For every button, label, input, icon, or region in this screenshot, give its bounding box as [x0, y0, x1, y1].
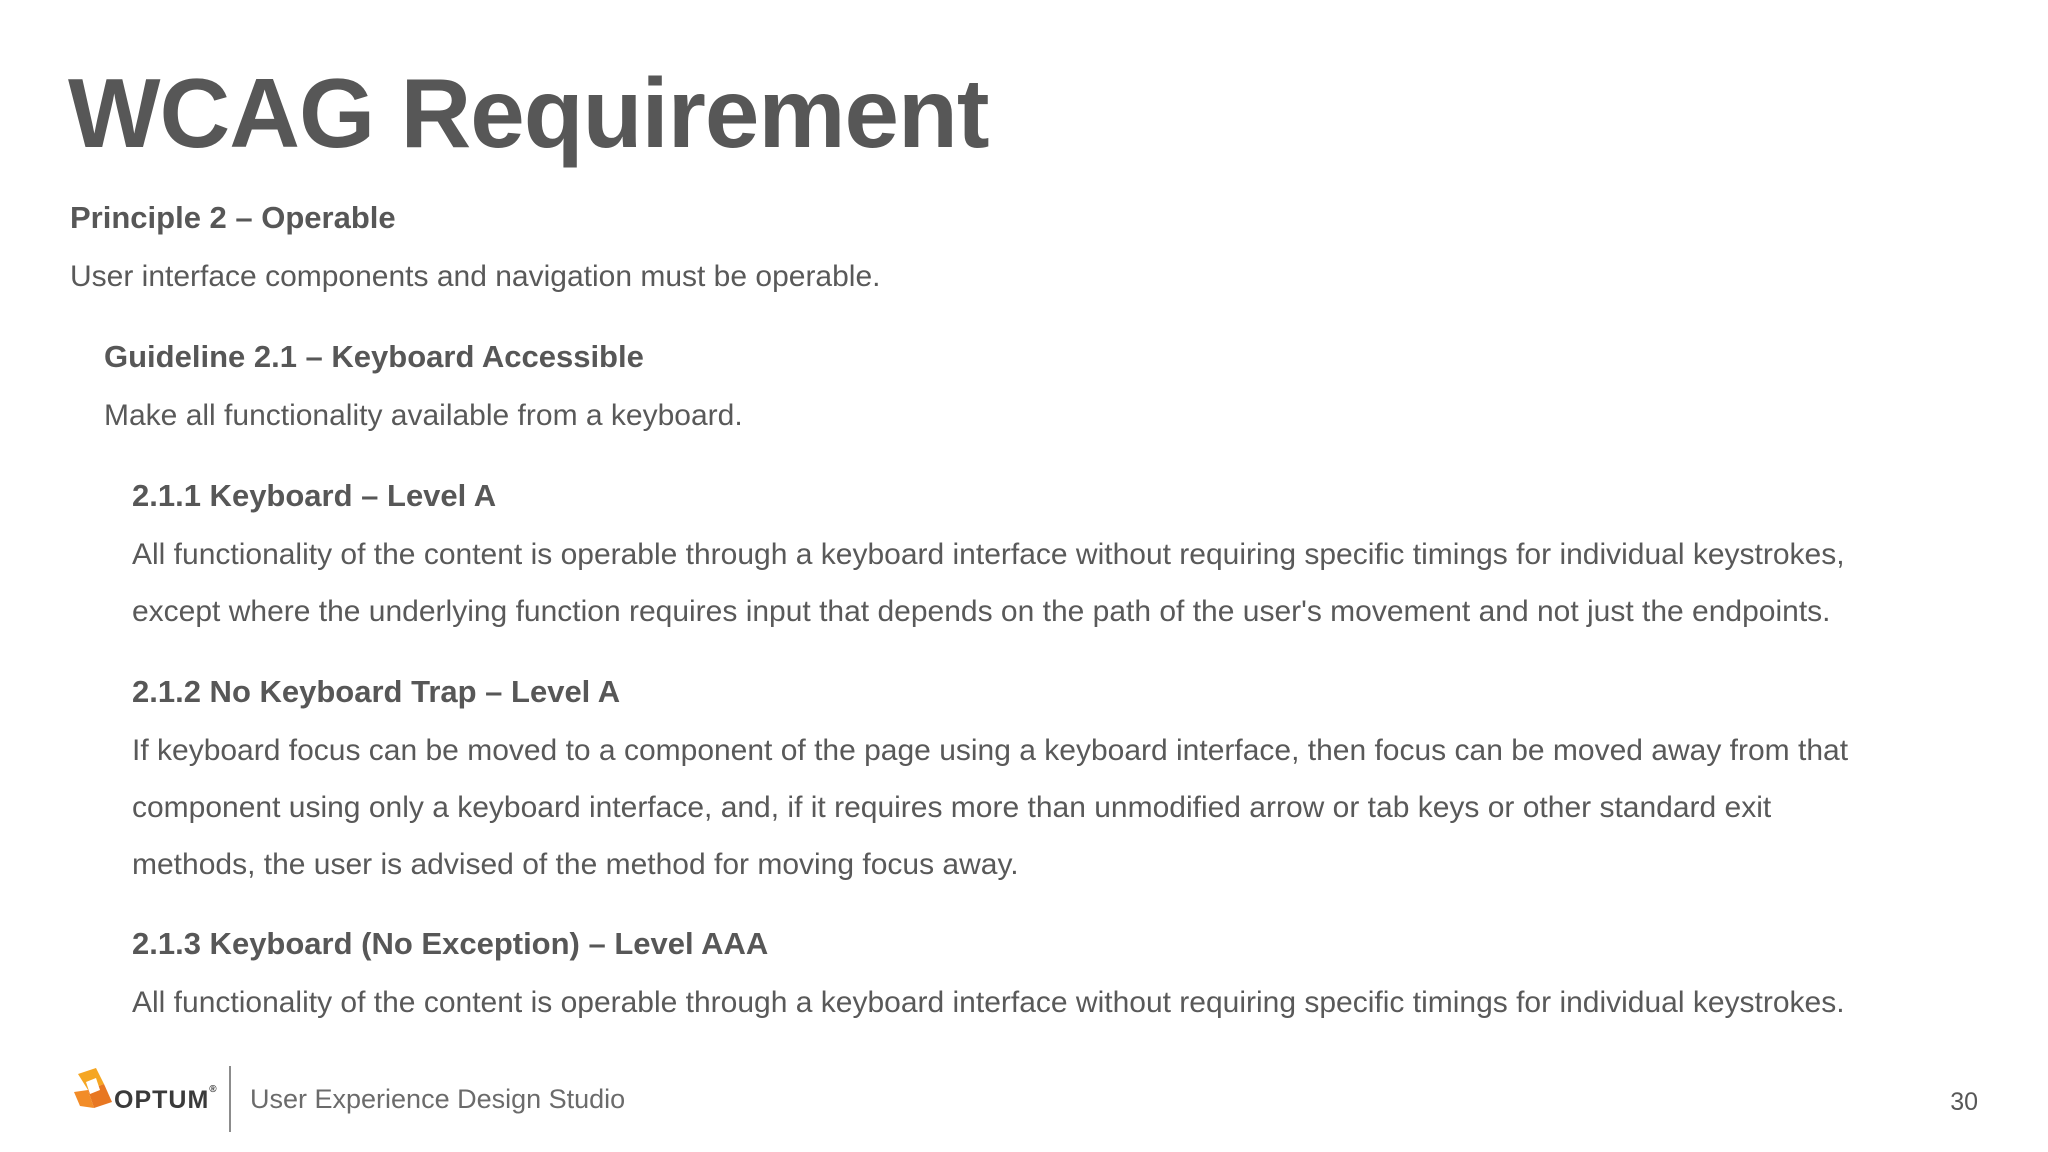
page-number: 30	[1950, 1088, 1978, 1116]
slide-footer	[74, 1066, 1994, 1138]
optum-logo-wordmark: OPTUM®	[114, 1084, 218, 1114]
criterion-text: If keyboard focus can be moved to a component of the page using a keyboard interface, then focus can be moved away from that component using only a keyboard interface, and, if it requires more than unmodified arrow or tab keys or other standard exit methods, the user is advised of the method for moving focus away.	[132, 734, 1849, 881]
criterion-2-1-3	[132, 924, 2048, 1031]
optum-logo-icon	[74, 1068, 114, 1112]
criterion-heading: 2.1.2 No Keyboard Trap – Level A	[132, 674, 621, 709]
studio-label: User Experience Design Studio	[250, 1084, 626, 1114]
criterion-heading: 2.1.1 Keyboard – Level A	[132, 478, 497, 513]
guideline-heading: Guideline 2.1 – Keyboard Accessible	[104, 339, 644, 374]
guideline-text: Make all functionality available from a keyboard.	[104, 399, 743, 432]
criterion-text: All functionality of the content is operable through a keyboard interface without requiring specific timings for individual keystrokes.	[132, 986, 1845, 1019]
principle-text: User interface components and navigation must be operable.	[70, 260, 881, 293]
guideline-block	[104, 337, 2024, 444]
criterion-heading: 2.1.3 Keyboard (No Exception) – Level AAA	[132, 926, 769, 961]
footer-divider	[229, 1066, 231, 1132]
principle-block	[70, 198, 1990, 305]
criterion-text: All functionality of the content is operable through a keyboard interface without requiring specific timings for individual keystrokes, except where the underlying function requires input that depends on the path of the user's movement and not just the endpoints.	[132, 538, 1845, 628]
criterion-2-1-2	[132, 672, 2048, 893]
principle-heading: Principle 2 – Operable	[70, 200, 396, 235]
criterion-2-1-1	[132, 476, 2048, 640]
slide-title: WCAG Requirement	[68, 58, 989, 168]
